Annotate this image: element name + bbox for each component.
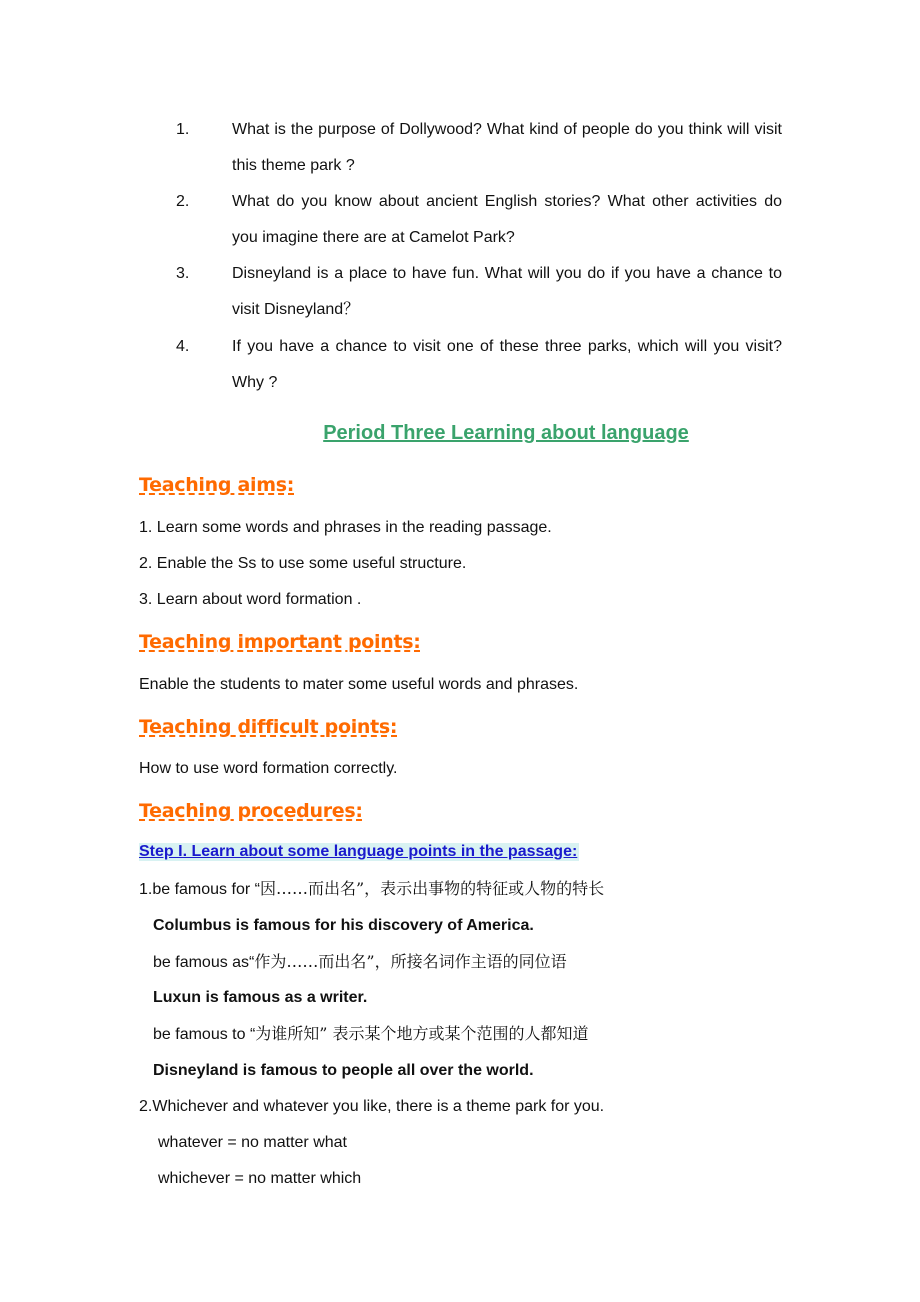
point-2-line: 2.Whichever and whatever you like, there is a theme park for you. (139, 1098, 605, 1115)
point-1b-example: Luxun is famous as a writer. (153, 989, 368, 1006)
point-1c-example: Disneyland is famous to people all over the world. (153, 1062, 534, 1079)
question-1 (176, 112, 782, 184)
question-2 (176, 184, 782, 256)
question-number: 3. (176, 265, 190, 282)
important-points-text: Enable the students to mater some useful words and phrases. (139, 676, 579, 693)
question-text: What is the purpose of Dollywood? What kind of people do you think will visit this theme park ? (232, 121, 782, 174)
question-number: 1. (176, 121, 190, 138)
point-1-cn: 因……而出名”，表示出事物的特征或人物的特长 (259, 879, 605, 898)
teaching-aims-heading: Teaching aims: (139, 474, 295, 496)
point-1c-en: be famous to “ (153, 1026, 256, 1043)
whatever-definition: whatever = no matter what (158, 1134, 347, 1151)
question-number: 4. (176, 338, 190, 355)
point-1-en: 1.be famous for “ (139, 881, 260, 898)
question-text: If you have a chance to visit one of these three parks, which will you visit? Why ? (232, 338, 782, 391)
point-1c-line (153, 1023, 589, 1046)
important-points-heading: Teaching important points: (139, 631, 421, 653)
period-title: Period Three Learning about language (323, 422, 689, 444)
point-1c-cn: 为谁所知” 表示某个地方或某个范围的人都知道 (255, 1024, 589, 1043)
aim-item-2: 2. Enable the Ss to use some useful structure. (139, 555, 467, 572)
question-4 (176, 329, 782, 401)
question-number: 2. (176, 193, 190, 210)
aim-item-1: 1. Learn some words and phrases in the reading passage. (139, 519, 552, 536)
point-1b-en: be famous as“ (153, 954, 255, 971)
aim-item-3: 3. Learn about word formation . (139, 591, 362, 608)
difficult-points-text: How to use word formation correctly. (139, 760, 398, 777)
point-1-example: Columbus is famous for his discovery of America. (153, 917, 534, 934)
point-1b-line (153, 951, 567, 974)
question-3 (176, 256, 782, 328)
difficult-points-heading: Teaching difficult points: (139, 716, 398, 738)
procedures-heading: Teaching procedures: (139, 800, 363, 822)
point-1b-cn: 作为……而出名”，所接名词作主语的同位语 (254, 952, 567, 971)
question-text: What do you know about ancient English stories? What other activities do you imagine there are at Camelot Park? (232, 193, 782, 246)
point-1-line (139, 878, 604, 901)
step-1-heading: Step I. Learn about some language points in the passage: (139, 843, 578, 860)
question-text: Disneyland is a place to have fun. What will you do if you have a chance to visit Disneyland？ (232, 265, 782, 318)
whichever-definition: whichever = no matter which (158, 1170, 362, 1187)
